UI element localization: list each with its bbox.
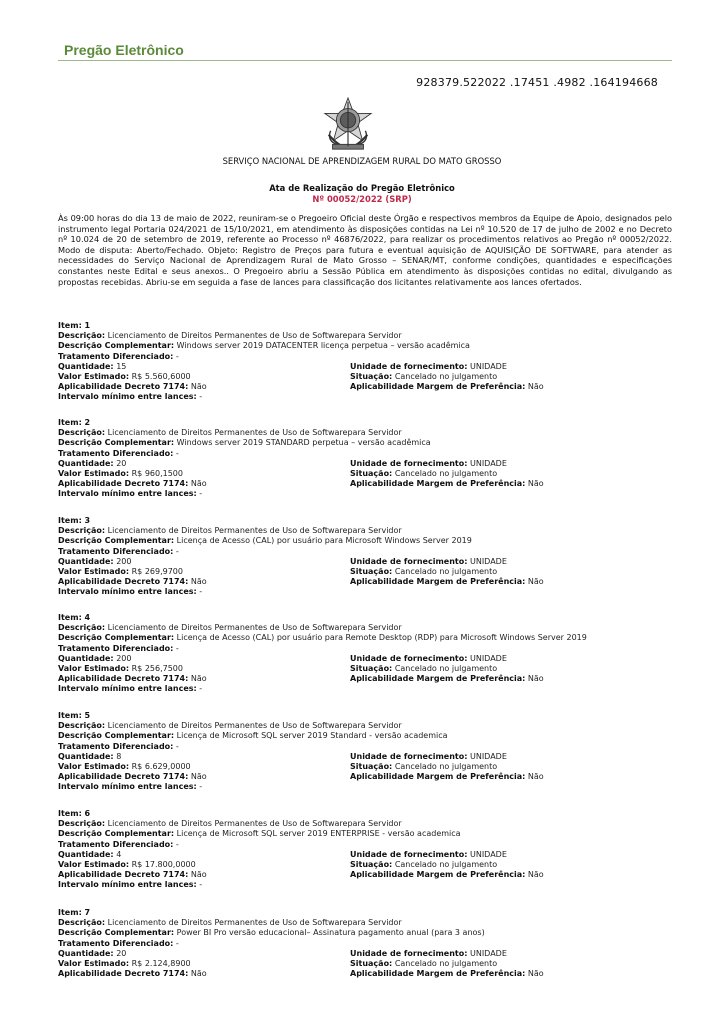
item-differentiated-treatment-value: - bbox=[175, 938, 179, 948]
item-differentiated-treatment-label: Tratamento Diferenciado: bbox=[58, 643, 174, 653]
item-differentiated-treatment-value: - bbox=[175, 448, 179, 458]
item-supply-unit-label: Unidade de fornecimento: bbox=[350, 849, 468, 859]
item-description-value: Licenciamento de Direitos Permanentes de Uso de Softwarepara Servidor bbox=[107, 721, 402, 731]
header-divider bbox=[58, 60, 672, 61]
item-preference-margin-value: Não bbox=[527, 382, 544, 392]
item-supply-unit bbox=[350, 557, 507, 567]
item-supply-unit-value: UNIDADE bbox=[469, 458, 507, 468]
item-status-value: Cancelado no julgamento bbox=[394, 663, 498, 673]
item-estimated-value bbox=[58, 372, 191, 381]
item-complementary-description bbox=[58, 928, 485, 937]
item-quantity bbox=[58, 362, 126, 371]
item-status-label: Situação: bbox=[350, 958, 393, 968]
item-minimum-bid-interval-label: Intervalo mínimo entre lances: bbox=[58, 489, 197, 499]
item-status bbox=[350, 469, 497, 479]
item-preference-margin bbox=[350, 674, 544, 684]
item-preference-margin-label: Aplicabilidade Margem de Preferência: bbox=[350, 772, 526, 782]
item-preference-margin-label: Aplicabilidade Margem de Preferência: bbox=[350, 674, 526, 684]
item-status-label: Situação: bbox=[350, 566, 393, 576]
item-description-value: Licenciamento de Direitos Permanentes de Uso de Softwarepara Servidor bbox=[107, 526, 402, 536]
item-quantity-label: Quantidade: bbox=[58, 458, 114, 468]
item-differentiated-treatment-label: Tratamento Diferenciado: bbox=[58, 448, 174, 458]
item-status-label: Situação: bbox=[350, 371, 393, 381]
item-supply-unit bbox=[350, 949, 507, 959]
item-estimated-value bbox=[58, 469, 183, 478]
item-preference-margin-value: Não bbox=[527, 577, 544, 587]
item-minimum-bid-interval-value: - bbox=[199, 684, 203, 694]
organization-name: SERVIÇO NACIONAL DE APRENDIZAGEM RURAL DO MATO GROSSO bbox=[222, 156, 502, 166]
item-minimum-bid-interval-label: Intervalo mínimo entre lances: bbox=[58, 684, 197, 694]
item-quantity bbox=[58, 557, 131, 566]
item-title: Item: 1 bbox=[58, 321, 91, 330]
item-minimum-bid-interval bbox=[58, 782, 202, 791]
item-decree-7174-value: Não bbox=[190, 969, 207, 979]
item-estimated-value bbox=[58, 959, 191, 968]
item-preference-margin bbox=[350, 772, 544, 782]
item-description bbox=[58, 623, 402, 632]
item-status-label: Situação: bbox=[350, 468, 393, 478]
item-quantity-value: 15 bbox=[116, 361, 127, 371]
item-complementary-description-label: Descrição Complementar: bbox=[58, 341, 175, 351]
item-decree-7174-label: Aplicabilidade Decreto 7174: bbox=[58, 577, 189, 587]
item-supply-unit-value: UNIDADE bbox=[469, 751, 507, 761]
item-quantity-label: Quantidade: bbox=[58, 361, 114, 371]
item-status bbox=[350, 762, 497, 772]
item-preference-margin-label: Aplicabilidade Margem de Preferência: bbox=[350, 479, 526, 489]
item-complementary-description-value: Licença de Microsoft SQL server 2019 Standard - versão academica bbox=[176, 731, 448, 741]
item-block bbox=[58, 516, 672, 598]
item-quantity-value: 200 bbox=[116, 556, 132, 566]
item-preference-margin-value: Não bbox=[527, 772, 544, 782]
item-estimated-value-label: Valor Estimado: bbox=[58, 663, 130, 673]
item-complementary-description-value: Licença de Acesso (CAL) por usuário para Microsoft Windows Server 2019 bbox=[176, 536, 472, 546]
document-id: 928379.522022 .17451 .4982 .164194668 bbox=[416, 76, 658, 89]
brazil-coat-of-arms-icon bbox=[319, 96, 377, 154]
item-description bbox=[58, 428, 402, 437]
item-supply-unit bbox=[350, 459, 507, 469]
item-estimated-value-label: Valor Estimado: bbox=[58, 859, 130, 869]
item-decree-7174-label: Aplicabilidade Decreto 7174: bbox=[58, 674, 189, 684]
item-decree-7174 bbox=[58, 382, 207, 391]
item-block bbox=[58, 321, 672, 403]
item-quantity-label: Quantidade: bbox=[58, 948, 114, 958]
item-status-value: Cancelado no julgamento bbox=[394, 371, 498, 381]
item-description-label: Descrição: bbox=[58, 918, 106, 928]
item-description bbox=[58, 331, 402, 340]
item-block bbox=[58, 418, 672, 500]
item-status-label: Situação: bbox=[350, 859, 393, 869]
item-estimated-value-value: R$ 960,1500 bbox=[131, 468, 183, 478]
item-decree-7174 bbox=[58, 577, 207, 586]
item-decree-7174-value: Não bbox=[190, 382, 207, 392]
item-minimum-bid-interval-label: Intervalo mínimo entre lances: bbox=[58, 782, 197, 792]
item-differentiated-treatment-value: - bbox=[175, 839, 179, 849]
item-title: Item: 6 bbox=[58, 809, 91, 818]
item-estimated-value bbox=[58, 762, 191, 771]
item-description-value: Licenciamento de Direitos Permanentes de Uso de Softwarepara Servidor bbox=[107, 819, 402, 829]
item-quantity bbox=[58, 459, 126, 468]
item-estimated-value-value: R$ 2.124,8900 bbox=[131, 958, 191, 968]
item-complementary-description bbox=[58, 341, 470, 350]
item-description-value: Licenciamento de Direitos Permanentes de Uso de Softwarepara Servidor bbox=[107, 331, 402, 341]
item-minimum-bid-interval-label: Intervalo mínimo entre lances: bbox=[58, 392, 197, 402]
item-quantity bbox=[58, 850, 121, 859]
item-status bbox=[350, 959, 497, 969]
item-block bbox=[58, 809, 672, 891]
item-differentiated-treatment-label: Tratamento Diferenciado: bbox=[58, 741, 174, 751]
item-block bbox=[58, 908, 672, 979]
item-supply-unit-value: UNIDADE bbox=[469, 849, 507, 859]
item-minimum-bid-interval bbox=[58, 880, 202, 889]
item-description-label: Descrição: bbox=[58, 428, 106, 438]
item-supply-unit bbox=[350, 654, 507, 664]
item-complementary-description-value: Licença de Microsoft SQL server 2019 ENTERPRISE - versão academica bbox=[176, 829, 461, 839]
item-description-label: Descrição: bbox=[58, 331, 106, 341]
document-number: Nº 00052/2022 (SRP) bbox=[312, 194, 412, 204]
item-minimum-bid-interval-value: - bbox=[199, 880, 203, 890]
document-title: Ata de Realização do Pregão Eletrônico bbox=[269, 183, 455, 193]
item-quantity-value: 8 bbox=[116, 751, 122, 761]
item-minimum-bid-interval bbox=[58, 587, 202, 596]
item-decree-7174-label: Aplicabilidade Decreto 7174: bbox=[58, 772, 189, 782]
item-estimated-value-label: Valor Estimado: bbox=[58, 468, 130, 478]
item-decree-7174-value: Não bbox=[190, 674, 207, 684]
item-differentiated-treatment-label: Tratamento Diferenciado: bbox=[58, 546, 174, 556]
item-decree-7174-label: Aplicabilidade Decreto 7174: bbox=[58, 870, 189, 880]
item-differentiated-treatment-value: - bbox=[175, 351, 179, 361]
item-title: Item: 3 bbox=[58, 516, 91, 525]
item-decree-7174 bbox=[58, 674, 207, 683]
item-minimum-bid-interval bbox=[58, 392, 202, 401]
item-preference-margin-label: Aplicabilidade Margem de Preferência: bbox=[350, 969, 526, 979]
item-preference-margin-label: Aplicabilidade Margem de Preferência: bbox=[350, 382, 526, 392]
item-differentiated-treatment-value: - bbox=[175, 643, 179, 653]
item-supply-unit-value: UNIDADE bbox=[469, 556, 507, 566]
item-quantity bbox=[58, 949, 126, 958]
item-quantity bbox=[58, 654, 131, 663]
item-description bbox=[58, 819, 402, 828]
item-preference-margin-label: Aplicabilidade Margem de Preferência: bbox=[350, 577, 526, 587]
item-estimated-value-value: R$ 17.800,0000 bbox=[131, 859, 196, 869]
item-decree-7174 bbox=[58, 772, 207, 781]
item-supply-unit-value: UNIDADE bbox=[469, 653, 507, 663]
item-title: Item: 4 bbox=[58, 613, 91, 622]
item-description-label: Descrição: bbox=[58, 623, 106, 633]
item-differentiated-treatment bbox=[58, 840, 179, 849]
item-estimated-value bbox=[58, 567, 183, 576]
item-differentiated-treatment-value: - bbox=[175, 546, 179, 556]
item-complementary-description bbox=[58, 536, 472, 545]
item-complementary-description-value: Power BI Pro versão educacional– Assinatura pagamento anual (para 3 anos) bbox=[176, 928, 485, 938]
item-description bbox=[58, 721, 402, 730]
item-status bbox=[350, 860, 497, 870]
item-status-label: Situação: bbox=[350, 761, 393, 771]
item-title: Item: 2 bbox=[58, 418, 91, 427]
item-preference-margin bbox=[350, 577, 544, 587]
item-complementary-description bbox=[58, 829, 461, 838]
item-estimated-value bbox=[58, 860, 196, 869]
item-description-label: Descrição: bbox=[58, 526, 106, 536]
item-status-label: Situação: bbox=[350, 663, 393, 673]
item-estimated-value-value: R$ 5.560,6000 bbox=[131, 371, 191, 381]
item-description bbox=[58, 918, 402, 927]
item-status-value: Cancelado no julgamento bbox=[394, 468, 498, 478]
item-status-value: Cancelado no julgamento bbox=[394, 859, 498, 869]
item-minimum-bid-interval bbox=[58, 489, 202, 498]
item-differentiated-treatment bbox=[58, 449, 179, 458]
item-block bbox=[58, 711, 672, 793]
item-differentiated-treatment bbox=[58, 352, 179, 361]
item-estimated-value-label: Valor Estimado: bbox=[58, 371, 130, 381]
item-decree-7174-value: Não bbox=[190, 870, 207, 880]
item-differentiated-treatment bbox=[58, 939, 179, 948]
item-minimum-bid-interval bbox=[58, 684, 202, 693]
item-quantity-label: Quantidade: bbox=[58, 556, 114, 566]
item-description-value: Licenciamento de Direitos Permanentes de Uso de Softwarepara Servidor bbox=[107, 623, 402, 633]
item-decree-7174 bbox=[58, 479, 207, 488]
item-complementary-description bbox=[58, 633, 587, 642]
item-supply-unit-label: Unidade de fornecimento: bbox=[350, 556, 468, 566]
item-decree-7174-value: Não bbox=[190, 479, 207, 489]
item-preference-margin-value: Não bbox=[527, 674, 544, 684]
item-status-value: Cancelado no julgamento bbox=[394, 761, 498, 771]
item-description bbox=[58, 526, 402, 535]
item-supply-unit bbox=[350, 752, 507, 762]
item-estimated-value-label: Valor Estimado: bbox=[58, 566, 130, 576]
item-description-label: Descrição: bbox=[58, 819, 106, 829]
item-preference-margin-value: Não bbox=[527, 479, 544, 489]
item-complementary-description bbox=[58, 731, 448, 740]
item-supply-unit bbox=[350, 850, 507, 860]
item-title: Item: 5 bbox=[58, 711, 91, 720]
item-complementary-description-value: Windows server 2019 STANDARD perpetua – versão acadêmica bbox=[176, 438, 431, 448]
item-complementary-description-label: Descrição Complementar: bbox=[58, 928, 175, 938]
item-quantity-value: 20 bbox=[116, 948, 127, 958]
item-status-value: Cancelado no julgamento bbox=[394, 566, 498, 576]
item-minimum-bid-interval-value: - bbox=[199, 489, 203, 499]
item-decree-7174-label: Aplicabilidade Decreto 7174: bbox=[58, 969, 189, 979]
item-preference-margin bbox=[350, 969, 544, 979]
item-complementary-description-value: Windows server 2019 DATACENTER licença perpetua – versão acadêmica bbox=[176, 341, 470, 351]
item-minimum-bid-interval-value: - bbox=[199, 782, 203, 792]
item-quantity-value: 20 bbox=[116, 458, 127, 468]
item-complementary-description-label: Descrição Complementar: bbox=[58, 731, 175, 741]
item-complementary-description-label: Descrição Complementar: bbox=[58, 536, 175, 546]
item-decree-7174-label: Aplicabilidade Decreto 7174: bbox=[58, 382, 189, 392]
item-quantity-value: 200 bbox=[116, 653, 132, 663]
item-decree-7174 bbox=[58, 969, 207, 978]
item-estimated-value-label: Valor Estimado: bbox=[58, 958, 130, 968]
item-preference-margin-label: Aplicabilidade Margem de Preferência: bbox=[350, 870, 526, 880]
item-description-value: Licenciamento de Direitos Permanentes de Uso de Softwarepara Servidor bbox=[107, 428, 402, 438]
item-quantity-label: Quantidade: bbox=[58, 653, 114, 663]
item-differentiated-treatment-value: - bbox=[175, 741, 179, 751]
item-decree-7174-label: Aplicabilidade Decreto 7174: bbox=[58, 479, 189, 489]
item-title: Item: 7 bbox=[58, 908, 91, 917]
item-quantity-label: Quantidade: bbox=[58, 751, 114, 761]
item-decree-7174 bbox=[58, 870, 207, 879]
item-quantity bbox=[58, 752, 121, 761]
item-preference-margin-value: Não bbox=[527, 969, 544, 979]
item-estimated-value bbox=[58, 664, 183, 673]
item-quantity-value: 4 bbox=[116, 849, 122, 859]
item-differentiated-treatment-label: Tratamento Diferenciado: bbox=[58, 938, 174, 948]
item-estimated-value-value: R$ 269,9700 bbox=[131, 566, 183, 576]
item-block bbox=[58, 613, 672, 695]
item-status bbox=[350, 567, 497, 577]
intro-paragraph: Às 09:00 horas do dia 13 de maio de 2022, reuniram-se o Pregoeiro Oficial deste Órgão e respectivos membros da Equipe de Apoio, designados pelo instrumento legal Portaria 024/2021 de 15/10/2021, em atendimento às disposições contidas na Lei nº 10.520 de 17 de julho de 2002 e no Decreto nº 10.024 de 20 de setembro de 2019, referente ao Processo nº 46876/2022, para realizar os procedimentos relativos ao Pregão nº 00052/2022. Modo de disputa: Aberto/Fechado. Objeto: Registro de Preços para futura e eventual aquisição de AQUISIÇÃO DE SOFTWARE, para atender as necessidades do Serviço Nacional de Aprendizagem Rural de Mato Grosso – SENAR/MT, conforme condições, quantidades e especificações constantes neste Edital e seus anexos.. O Pregoeiro abriu a Sessão Pública em atendimento às disposições contidas no edital, divulgando as propostas recebidas. Abriu-se em seguida a fase de lances para classificação dos licitantes relativamente aos lances ofertados. bbox=[58, 213, 672, 287]
item-description-value: Licenciamento de Direitos Permanentes de Uso de Softwarepara Servidor bbox=[107, 918, 402, 928]
item-preference-margin-value: Não bbox=[527, 870, 544, 880]
item-supply-unit bbox=[350, 362, 507, 372]
item-minimum-bid-interval-value: - bbox=[199, 392, 203, 402]
item-estimated-value-value: R$ 6.629,0000 bbox=[131, 761, 191, 771]
item-complementary-description-label: Descrição Complementar: bbox=[58, 829, 175, 839]
item-supply-unit-label: Unidade de fornecimento: bbox=[350, 751, 468, 761]
item-supply-unit-label: Unidade de fornecimento: bbox=[350, 653, 468, 663]
item-status-value: Cancelado no julgamento bbox=[394, 958, 498, 968]
item-preference-margin bbox=[350, 479, 544, 489]
item-differentiated-treatment-label: Tratamento Diferenciado: bbox=[58, 351, 174, 361]
item-differentiated-treatment bbox=[58, 644, 179, 653]
header-title: Pregão Eletrônico bbox=[64, 42, 184, 58]
item-status bbox=[350, 664, 497, 674]
item-decree-7174-value: Não bbox=[190, 772, 207, 782]
item-estimated-value-value: R$ 256,7500 bbox=[131, 663, 183, 673]
item-differentiated-treatment-label: Tratamento Diferenciado: bbox=[58, 839, 174, 849]
item-supply-unit-value: UNIDADE bbox=[469, 948, 507, 958]
item-complementary-description-label: Descrição Complementar: bbox=[58, 438, 175, 448]
item-preference-margin bbox=[350, 382, 544, 392]
item-supply-unit-label: Unidade de fornecimento: bbox=[350, 948, 468, 958]
item-differentiated-treatment bbox=[58, 742, 179, 751]
item-preference-margin bbox=[350, 870, 544, 880]
item-minimum-bid-interval-label: Intervalo mínimo entre lances: bbox=[58, 880, 197, 890]
item-supply-unit-label: Unidade de fornecimento: bbox=[350, 458, 468, 468]
item-status bbox=[350, 372, 497, 382]
item-supply-unit-value: UNIDADE bbox=[469, 361, 507, 371]
item-minimum-bid-interval-value: - bbox=[199, 587, 203, 597]
item-complementary-description-label: Descrição Complementar: bbox=[58, 633, 175, 643]
item-estimated-value-label: Valor Estimado: bbox=[58, 761, 130, 771]
item-supply-unit-label: Unidade de fornecimento: bbox=[350, 361, 468, 371]
item-minimum-bid-interval-label: Intervalo mínimo entre lances: bbox=[58, 587, 197, 597]
item-complementary-description bbox=[58, 438, 431, 447]
item-differentiated-treatment bbox=[58, 547, 179, 556]
item-quantity-label: Quantidade: bbox=[58, 849, 114, 859]
item-description-label: Descrição: bbox=[58, 721, 106, 731]
item-complementary-description-value: Licença de Acesso (CAL) por usuário para Remote Desktop (RDP) para Microsoft Windows Server 2019 bbox=[176, 633, 587, 643]
item-decree-7174-value: Não bbox=[190, 577, 207, 587]
